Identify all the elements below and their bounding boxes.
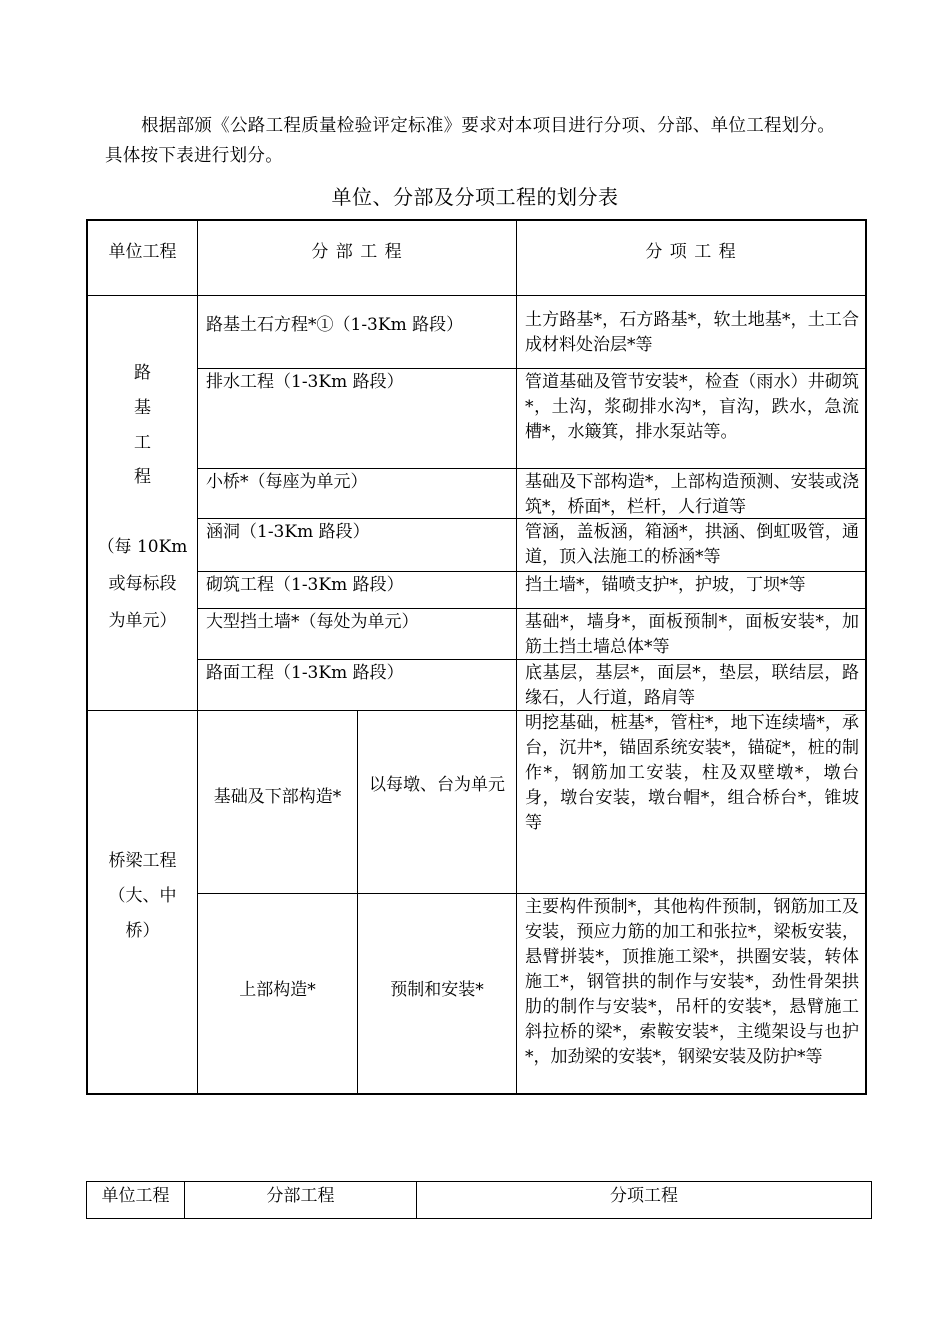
bridge-item-cell: 主要构件预制*，其他构件预制，钢筋加工及安装，预应力筋的加工和张拉*，梁板安装，悬臂拼装*，顶推施工梁*，拱圈安装，转体施工*，钢管拱的制作与安装*，劲性骨架拱肋的制作与安装*，吊杆的安装*，悬臂施工斜拉桥的梁*，索鞍安装*，主缆架设与也护*，加劲梁的安装*，钢梁安装及防护*等 xyxy=(525,897,859,1067)
roadbed-unit-char: 基 xyxy=(134,398,151,418)
bridge-unit-basis-cell: 预制和安装* xyxy=(390,980,484,1000)
header-division: 分部工程 xyxy=(266,1186,335,1206)
header-item: 分项工程 xyxy=(610,1186,678,1206)
roadbed-division-cell: 小桥*（每座为单元） xyxy=(206,472,368,492)
roadbed-unit-note: （每 10Km xyxy=(97,537,188,557)
bridge-division-cell: 上部构造* xyxy=(239,980,316,1000)
header-division: 分 部 工 程 xyxy=(311,242,403,262)
roadbed-unit-char: 工 xyxy=(134,433,151,453)
header-unit: 单位工程 xyxy=(108,242,177,262)
roadbed-division-cell: 大型挡土墙*（每处为单元） xyxy=(206,612,419,632)
bridge-unit-label: 桥） xyxy=(125,921,160,941)
bridge-item-cell: 明挖基础，桩基*，管柱*，地下连续墙*，承台，沉井*，锚固系统安装*，锚碇*，桩的制作*，钢筋加工安装，柱及双壁墩*，墩台身，墩台安装，墩台帽*，组合桥台*，锥坡等 xyxy=(525,713,859,833)
roadbed-item-cell: 管涵，盖板涵，箱涵*，拱涵、倒虹吸管，通道，顶入法施工的桥涵*等 xyxy=(525,522,859,567)
roadbed-item-cell: 基础及下部构造*，上部构造预测、安装或浇筑*，桥面*，栏杆，人行道等 xyxy=(525,472,859,517)
roadbed-division-cell: 路基土石方程*①（1-3Km 路段） xyxy=(206,315,464,335)
roadbed-unit-char: 路 xyxy=(134,363,151,383)
roadbed-unit-note: 或每标段 xyxy=(108,574,177,594)
roadbed-unit-note: 为单元） xyxy=(108,611,177,631)
roadbed-division-cell: 路面工程（1-3Km 路段） xyxy=(206,663,404,683)
roadbed-unit-char: 程 xyxy=(134,467,151,487)
header-unit: 单位工程 xyxy=(101,1186,170,1206)
intro-paragraph: 根据部颁《公路工程质量检验评定标准》要求对本项目进行分项、分部、单位工程划分。具体按下表进行划分。 xyxy=(105,116,836,166)
roadbed-division-cell: 砌筑工程（1-3Km 路段） xyxy=(206,575,404,595)
bridge-unit-basis-cell: 以每墩、台为单元 xyxy=(369,775,505,795)
table-title: 单位、分部及分项工程的划分表 xyxy=(331,185,619,209)
roadbed-item-cell: 基础*，墙身*，面板预制*，面板安装*，加筋土挡土墙总体*等 xyxy=(525,612,859,657)
bridge-unit-label: （大、中 xyxy=(108,886,177,906)
bridge-unit-label: 桥梁工程 xyxy=(108,851,177,871)
bridge-division-cell: 基础及下部构造* xyxy=(213,787,342,807)
roadbed-item-cell: 土方路基*，石方路基*，软土地基*，土工合成材料处治层*等 xyxy=(525,310,859,355)
roadbed-division-cell: 涵洞（1-3Km 路段） xyxy=(206,522,370,542)
roadbed-item-cell: 底基层，基层*，面层*，垫层，联结层，路缘石，人行道，路肩等 xyxy=(525,663,859,708)
header-item: 分 项 工 程 xyxy=(645,242,737,262)
roadbed-item-cell: 管道基础及管节安装*，检查（雨水）井砌筑*，土沟，浆砌排水沟*，盲沟，跌水，急流槽*，水簸箕，排水泵站等。 xyxy=(525,372,859,442)
roadbed-division-cell: 排水工程（1-3Km 路段） xyxy=(206,372,404,392)
roadbed-item-cell: 挡土墙*，锚喷支护*，护坡，丁坝*等 xyxy=(525,575,806,595)
